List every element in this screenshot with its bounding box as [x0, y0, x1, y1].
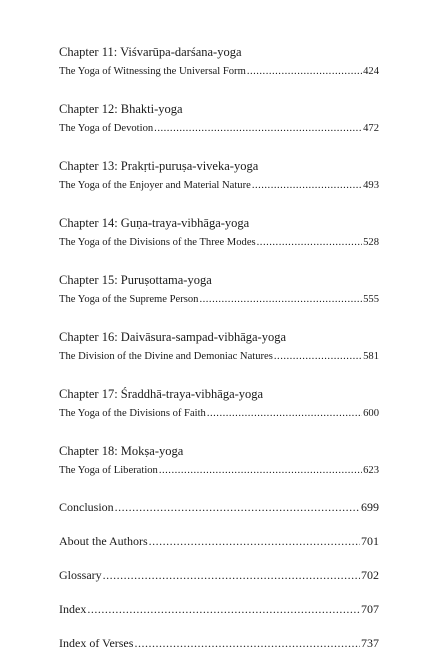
chapter-subtitle: The Yoga of Liberation	[59, 465, 158, 476]
chapter-15-entry	[59, 272, 379, 307]
dot-leader	[149, 534, 360, 549]
chapter-heading: Chapter 14: Guṇa-traya-vibhāga-yoga	[59, 216, 250, 230]
chapter-subtitle: The Yoga of the Enjoyer and Material Nature	[59, 180, 251, 191]
chapter-17-entry	[59, 386, 379, 421]
back-matter	[59, 500, 379, 651]
chapter-subtitle: The Yoga of the Supreme Person	[59, 294, 199, 305]
chapter-subtitle-line	[59, 179, 379, 193]
dot-leader	[115, 500, 360, 515]
back-matter-about-the-authors	[59, 534, 379, 549]
page-number: 701	[361, 534, 379, 548]
dot-leader	[199, 293, 362, 307]
entry-title: About the Authors	[59, 534, 148, 548]
page-number: 493	[363, 180, 379, 191]
back-matter-index	[59, 602, 379, 617]
entry-title: Glossary	[59, 568, 102, 582]
chapter-heading: Chapter 15: Puruṣottama-yoga	[59, 273, 212, 287]
chapter-subtitle-line	[59, 350, 379, 364]
chapter-subtitle-line	[59, 293, 379, 307]
chapter-subtitle: The Division of the Divine and Demoniac Natures	[59, 351, 273, 362]
entry-title: Conclusion	[59, 500, 114, 514]
dot-leader	[207, 407, 362, 421]
table-of-contents	[59, 44, 379, 651]
dot-leader	[134, 636, 360, 651]
chapter-18-entry	[59, 443, 379, 478]
page-number: 528	[363, 237, 379, 248]
chapter-heading: Chapter 18: Mokṣa-yoga	[59, 444, 184, 458]
chapter-subtitle-line	[59, 464, 379, 478]
dot-leader	[247, 65, 362, 79]
chapter-subtitle: The Yoga of the Divisions of the Three Modes	[59, 237, 256, 248]
chapter-heading: Chapter 17: Śraddhā-traya-vibhāga-yoga	[59, 387, 264, 401]
page-number: 699	[361, 500, 379, 514]
chapter-heading: Chapter 16: Daivāsura-sampad-vibhāga-yoga	[59, 330, 287, 344]
chapter-12-entry	[59, 101, 379, 136]
chapter-subtitle: The Yoga of Witnessing the Universal Form	[59, 66, 246, 77]
back-matter-conclusion	[59, 500, 379, 515]
dot-leader	[274, 350, 362, 364]
chapter-subtitle-line	[59, 122, 379, 136]
chapter-subtitle: The Yoga of the Divisions of Faith	[59, 408, 206, 419]
page-number: 472	[363, 123, 379, 134]
page-number: 707	[361, 602, 379, 616]
page-number: 623	[363, 465, 379, 476]
page-number: 555	[363, 294, 379, 305]
back-matter-glossary	[59, 568, 379, 583]
dot-leader	[103, 568, 360, 583]
chapter-heading: Chapter 11: Viśvarūpa-darśana-yoga	[59, 45, 242, 59]
page-number: 424	[363, 66, 379, 77]
chapter-subtitle-line	[59, 65, 379, 79]
page-number: 702	[361, 568, 379, 582]
chapter-16-entry	[59, 329, 379, 364]
dot-leader	[87, 602, 360, 617]
chapter-subtitle: The Yoga of Devotion	[59, 123, 154, 134]
entry-title: Index	[59, 602, 87, 616]
page-number: 737	[361, 636, 379, 650]
dot-leader	[154, 122, 362, 136]
chapter-heading: Chapter 12: Bhakti-yoga	[59, 102, 183, 116]
chapter-14-entry	[59, 215, 379, 250]
dot-leader	[159, 464, 362, 478]
chapter-11-entry	[59, 44, 379, 79]
page-number: 600	[363, 408, 379, 419]
entry-title: Index of Verses	[59, 636, 134, 650]
chapter-subtitle-line	[59, 407, 379, 421]
chapter-heading: Chapter 13: Prakṛti-puruṣa-viveka-yoga	[59, 159, 259, 173]
dot-leader	[252, 179, 362, 193]
back-matter-index-of-verses	[59, 636, 379, 651]
dot-leader	[257, 236, 362, 250]
chapter-13-entry	[59, 158, 379, 193]
chapter-subtitle-line	[59, 236, 379, 250]
page-number: 581	[363, 351, 379, 362]
